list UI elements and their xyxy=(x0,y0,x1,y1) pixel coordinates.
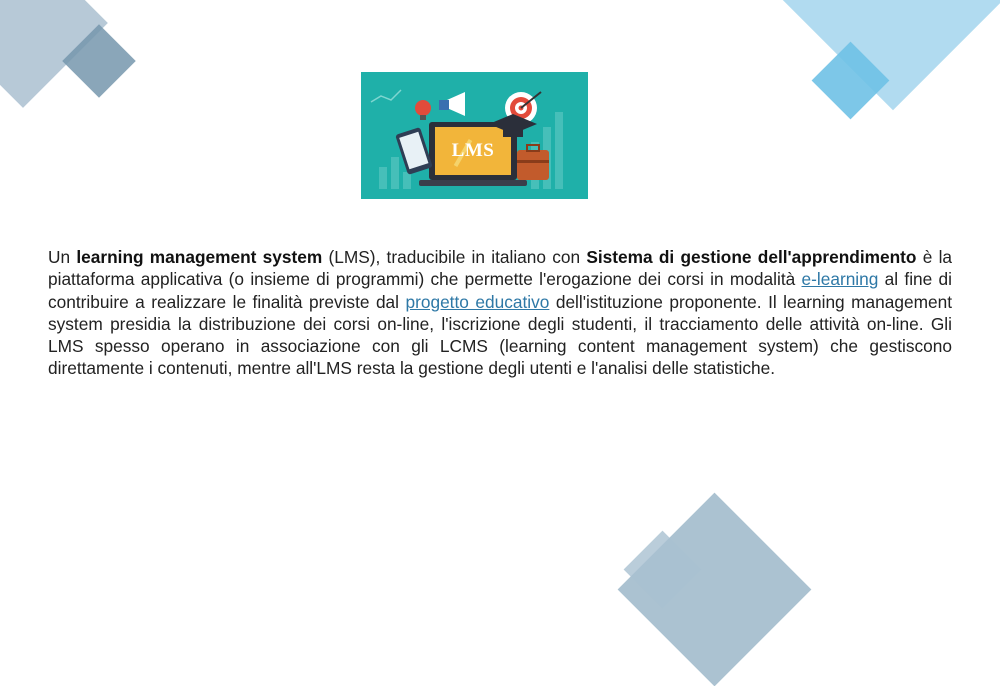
text-segment: dell'istituzione proponente. Il learning management system presidia la distribuzione dei corsi on-line, l'iscrizione degli studenti, il tracciamento delle attività on-line. Gli LMS spesso operano in associazione con gli LCMS (learning content management system) che gestiscono direttamente i contenuti, mentre all'LMS resta la gestione degli utenti e l'analisi delle statistiche. xyxy=(48,291,953,379)
decor-diamond-top-right xyxy=(773,0,1000,110)
text-segment: (LMS), traducibile in italiano con xyxy=(322,247,587,267)
elearning-link[interactable]: e-learning xyxy=(801,269,879,290)
lms-label: LMS xyxy=(451,140,495,161)
progetto-educativo-link[interactable]: progetto educativo xyxy=(405,291,550,312)
lms-illustration xyxy=(361,72,588,199)
text-segment: al fine di contribuire a realizzare le finalità previste dal xyxy=(48,269,952,312)
text-segment: Un xyxy=(48,247,77,267)
text-segment: è la piattaforma applicativa (o insieme di programmi) che permette l'erogazione dei corsi in modalità xyxy=(48,247,953,290)
lms-description xyxy=(48,246,952,380)
term-lms: learning management system xyxy=(76,247,323,267)
term-italian-translation: Sistema di gestione dell'apprendimento xyxy=(586,247,917,267)
